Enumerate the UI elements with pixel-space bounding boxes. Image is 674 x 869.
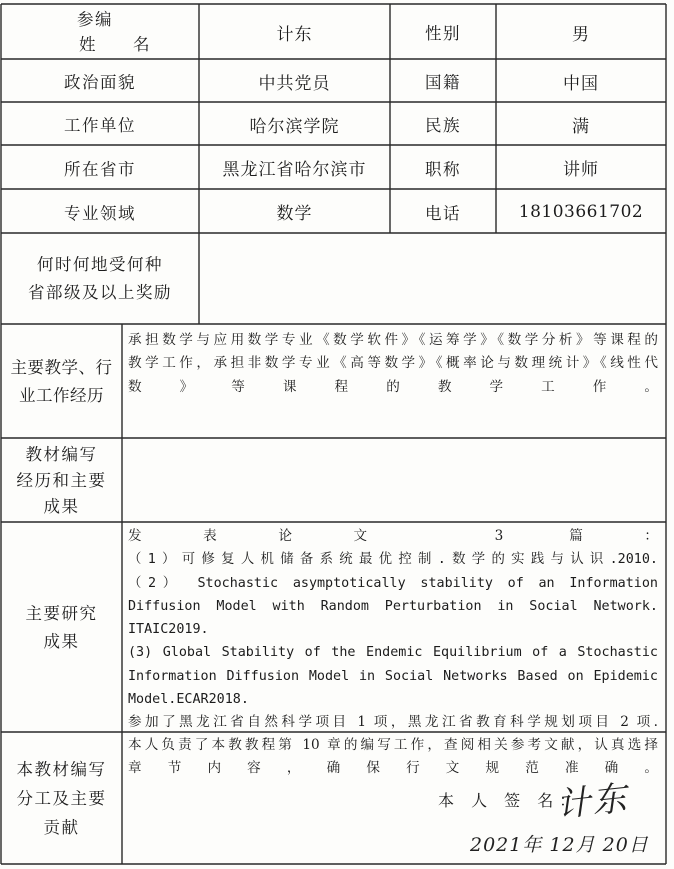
awards-label: [2, 234, 198, 324]
work-unit-value: 哈尔滨学院: [249, 116, 340, 137]
name-value: 计东: [276, 24, 313, 45]
research-label-line2: 成果: [43, 631, 80, 651]
contribution-line: 章节内容，确保行文规范准确。: [128, 760, 658, 777]
contribution-label-line1: 本教材编写: [16, 760, 107, 779]
teaching-label: [2, 325, 121, 438]
teaching-label-line1: 主要教学、行: [10, 357, 113, 377]
name-label: 姓 名: [79, 35, 151, 54]
gender-value: 男: [572, 24, 590, 45]
textbook-label: [2, 439, 121, 522]
teaching-content: [128, 329, 658, 399]
nationality-label: 国籍: [425, 73, 461, 92]
contribution-label-line3: 贡献: [43, 818, 80, 837]
research-line: ITAIC2019.: [128, 622, 209, 638]
awards-label-line2: 省部级及以上奖励: [28, 283, 172, 302]
ethnicity-label: 民族: [425, 116, 461, 135]
work-unit-label: 工作单位: [64, 116, 136, 135]
teaching-line: 数》等课程的教学工作。: [128, 378, 658, 395]
research-line: Diffusion Model with Random Perturbation in Social Network.: [128, 598, 658, 614]
research-line: (3) Global Stability of the Endemic Equilibrium of a Stochastic: [128, 645, 658, 661]
teaching-line: 承担数学与应用数学专业《数学软件》《运筹学》《数学分析》等课程的: [128, 332, 658, 348]
awards-label-line1: 何时何地受何种: [37, 255, 163, 274]
signature-label: 本 人 签 名：: [438, 791, 582, 810]
contributor-label: 参编: [77, 10, 113, 29]
contribution-label: [2, 733, 121, 864]
province-value: 黑龙江省哈尔滨市: [222, 160, 367, 180]
research-line: （2） Stochastic asymptotically stability of an Information: [128, 575, 658, 591]
research-label-line1: 主要研究: [25, 603, 98, 623]
textbook-label-line1: 教材编写: [25, 444, 98, 464]
research-line: 参加了黑龙江省自然科学项目 1 项，黑龙江省教育科学规划项目 2 项.: [128, 714, 658, 731]
job-title-label: 职称: [425, 159, 461, 179]
phone-label: 电话: [425, 203, 461, 223]
contribution-label-line2: 分工及主要: [16, 789, 107, 808]
political-status-value: 中共党员: [258, 73, 331, 94]
contribution-content: [128, 734, 658, 781]
field-value: 数学: [276, 204, 313, 224]
nationality-value: 中国: [563, 73, 599, 94]
ethnicity-value: 满: [572, 116, 590, 137]
gender-label: 性别: [425, 24, 461, 43]
teaching-label-line2: 业工作经历: [19, 385, 104, 405]
research-line: （1）可修复人机储备系统最优控制.数学的实践与认识.2010.: [128, 552, 658, 568]
signature-date: 2021年 12月 20日: [470, 834, 649, 856]
teaching-line: 教学工作，承担非数学专业《高等数学》《概率论与数理统计》《线性代: [128, 355, 658, 372]
textbook-label-line3: 成果: [43, 496, 80, 516]
textbook-content: [123, 439, 665, 522]
phone-value: 18103661702: [518, 201, 644, 222]
research-label: [2, 523, 121, 732]
name-label-cell: [2, 5, 198, 59]
research-line: 发表论文 3 篇：: [128, 528, 658, 544]
handwritten-signature: 计东: [554, 778, 631, 826]
field-label: 专业领域: [64, 203, 136, 223]
textbook-label-line2: 经历和主要: [16, 470, 107, 490]
research-content: [128, 525, 658, 735]
awards-content: [200, 234, 665, 324]
research-line: Model.ECAR2018.: [128, 692, 249, 708]
research-line: Information Diffusion Model in Social Networks Based on Epidemic: [128, 668, 658, 684]
political-status-label: 政治面貌: [64, 73, 136, 92]
contribution-line: 本人负责了本教教程第 10 章的编写工作，查阅相关参考文献，认真选择: [128, 737, 658, 753]
province-label: 所在省市: [64, 159, 136, 179]
job-title-value: 讲师: [563, 160, 599, 180]
